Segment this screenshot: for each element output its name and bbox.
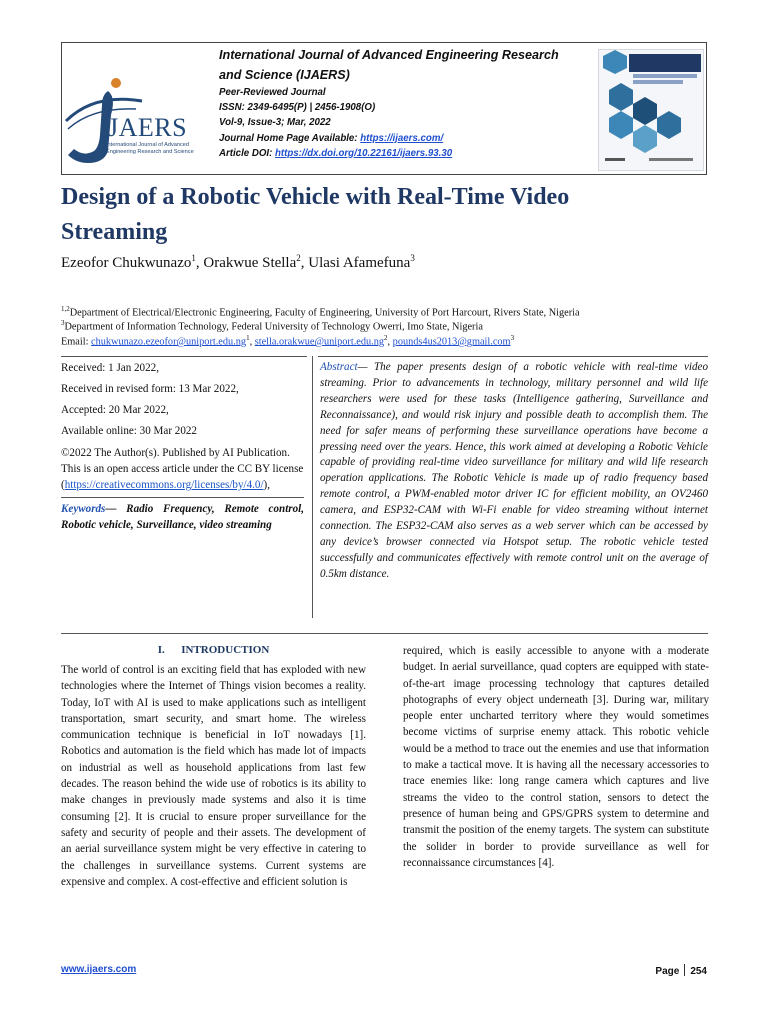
author-sup: 2 bbox=[296, 253, 301, 263]
logo-subtitle: International Journal of Advanced Engineering Research and Science bbox=[106, 142, 194, 155]
accepted-date: Accepted: 20 Mar 2022, bbox=[61, 404, 169, 416]
affiliation-text: Department of Electrical/Electronic Engineering, Faculty of Engineering, University of Port Harcourt, Rivers State, Nigeria bbox=[69, 307, 580, 319]
license-text: ©2022 The Author(s). Published by AI Publication. This is an open access article under the CC BY license bbox=[61, 447, 304, 475]
body-left-column: The world of control is an exciting field that has exploded with new technologies where the Internet of Things vision becomes a reality. Today, IoT with AI is used to make applications such as intelligent transportation, smart security, and smart home. The wireless communication technique is beneficial in IoT nowadays [1]. Robotics and automation is the field which has made lot of impacts on industrial as well as household applications from last few decades. The reason behind the wide use of robotics is its ability to make changes in previously made systems and also it is time consuming [2]. It is crucial to ensure proper surveillance for the safety and security of people and their assets. The development of an aerial surveillance system might be very effective in catering to the challenges in surveillance systems. Current systems are expensive and complex. A cost-effective and efficient solution is bbox=[61, 664, 366, 888]
author-list bbox=[61, 253, 415, 272]
email-sup: 3 bbox=[510, 334, 515, 342]
keywords-text: — Radio Frequency, Remote control, Robotic vehicle, Surveillance, video streaming bbox=[61, 503, 304, 531]
volume: Vol-9, Issue-3; Mar, 2022 bbox=[219, 117, 331, 129]
paper-title: Design of a Robotic Vehicle with Real-Time Video Streaming bbox=[61, 184, 570, 245]
author-name: Ezeofor Chukwunazo bbox=[61, 255, 192, 271]
revised-date: Received in revised form: 13 Mar 2022, bbox=[61, 383, 239, 395]
author-sup: 3 bbox=[410, 253, 415, 263]
body-top-rule bbox=[61, 633, 708, 634]
issn: ISSN: 2349-6495(P) | 2456-1908(O) bbox=[219, 102, 376, 114]
keywords bbox=[61, 502, 304, 533]
email-link[interactable]: pounds4us2013@gmail.com bbox=[392, 336, 511, 348]
author-name: Ulasi Afamefuna bbox=[308, 255, 411, 271]
page-number bbox=[655, 964, 707, 977]
email-link[interactable]: stella.orakwue@uniport.edu.ng bbox=[254, 336, 385, 348]
abstract-top-rule bbox=[318, 356, 708, 357]
homepage-label: Journal Home Page Available: bbox=[219, 132, 361, 144]
doi-label: Article DOI: bbox=[219, 147, 275, 159]
abstract-text: — The paper presents design of a robotic vehicle with real-time video streaming. Prior to advancements in technology, military personnel and wild life researchers were used for these tasks (Intelligence gathering, Surveillance and Reconnaissance), and would risk injury and possible death to accomplish them. The need for safer means of performing these surveillance operations have become a pressing need over the years. Hence, this work aimed at developing a Robotic Vehicle capable of providing real-time video surveillance for military and wild life research operation applications. The Robotic Vehicle is made up of radio frequency based remote control, a PWM-enabled motor driver IC for efficient mobility, an OV2460 camera, and ESP32-CAM with Wi-Fi enable for video streaming without internet connection. The ESP32-CAM also serves as a web server which can be accessed by any device’s browser connected via Hotspot setup. The robotic vehicle tested successfully and communicates effectively with remote control unit on the average of 0.5km distance. bbox=[320, 361, 708, 580]
journal-header bbox=[61, 42, 707, 175]
doi-link[interactable]: https://dx.doi.org/10.22161/ijaers.93.30 bbox=[274, 147, 453, 159]
abstract-label: Abstract bbox=[320, 361, 358, 373]
logo-wordmark: JAERS bbox=[108, 113, 188, 142]
homepage-link[interactable]: https://ijaers.com/ bbox=[360, 132, 444, 144]
keywords-label: Keywords bbox=[61, 503, 106, 515]
available-date: Available online: 30 Mar 2022 bbox=[61, 425, 197, 437]
section-heading-introduction: I. INTRODUCTION bbox=[157, 644, 270, 656]
email-sup: 2 bbox=[384, 334, 388, 342]
homepage-line bbox=[219, 131, 595, 146]
journal-logo bbox=[64, 55, 214, 173]
author-separator: , bbox=[195, 255, 204, 271]
doi-line bbox=[219, 146, 595, 161]
page-number-value: 254 bbox=[690, 966, 707, 977]
affiliation-sup: 1,2 bbox=[61, 305, 70, 313]
footer-url-text: www.ijaers.com bbox=[61, 964, 137, 975]
affiliation-sup: 3 bbox=[61, 319, 65, 327]
email-label: Email: bbox=[61, 336, 92, 348]
article-info bbox=[61, 361, 304, 533]
keywords-rule bbox=[61, 497, 304, 498]
journal-title-line-2: and Science (IJAERS) bbox=[219, 68, 350, 82]
received-date: Received: 1 Jan 2022, bbox=[61, 362, 159, 374]
page-separator bbox=[684, 964, 685, 976]
author-sup: 1 bbox=[191, 253, 196, 263]
journal-title-line-1: International Journal of Advanced Engineering Research bbox=[219, 48, 559, 62]
affiliation-text: Department of Information Technology, Federal University of Technology Owerri, Imo State, Nigeria bbox=[64, 321, 483, 333]
author-separator: , bbox=[300, 255, 309, 271]
email-link[interactable]: chukwunazo.ezeofor@uniport.edu.ng bbox=[91, 336, 247, 348]
abstract bbox=[320, 360, 708, 583]
peer-reviewed: Peer-Reviewed Journal bbox=[219, 87, 326, 98]
email-sup: 1 bbox=[246, 334, 250, 342]
license-note: ©2022 The Author(s). Published by AI Publication. This is an open access article under the CC BY license (https://creativecommons.org/licenses/by/4.0/), bbox=[61, 447, 304, 491]
email-line: Email: $chukwunazo.ezeofor@uniport.edu.ng^1$, $stella.orakwue@uniport.edu.ng^2$, pounds4us2013@gmail.com$^3$ bbox=[61, 334, 515, 348]
footer-url[interactable] bbox=[61, 964, 136, 975]
journal-cover-image bbox=[598, 49, 704, 171]
cover-hexagons-icon bbox=[599, 50, 703, 170]
page-label: Page bbox=[655, 966, 680, 977]
journal-info bbox=[219, 45, 595, 161]
author-name: Orakwue Stella bbox=[203, 255, 297, 271]
body-right-column: required, which is easily accessible to anyone with a moderate budget. In aerial surveillance, quad copters are equipped with state-of-the-art image processing technology that captures detailed photographs of every object underneath [3]. During war, military people enter uncharted territory where they would sometimes become victims of surprise enemy attack. This robotic vehicle would be a method to trace out the enemies and use that information to make a tactical move. It is having all the necessary accessories to trace enemies like: long range camera which captures and live streams the video to the control station, sensors to detect the presence of human being and GPS/GPRS system to determine and transmit the position of the enemy targets. The system can substitute the solider in border to provide surveillance as well for reconnaissance circumstances [4]. bbox=[403, 645, 709, 869]
info-top-rule bbox=[61, 356, 307, 357]
column-divider bbox=[312, 356, 313, 618]
license-link[interactable]: https://creativecommons.org/licenses/by/4.0/ bbox=[64, 479, 264, 491]
